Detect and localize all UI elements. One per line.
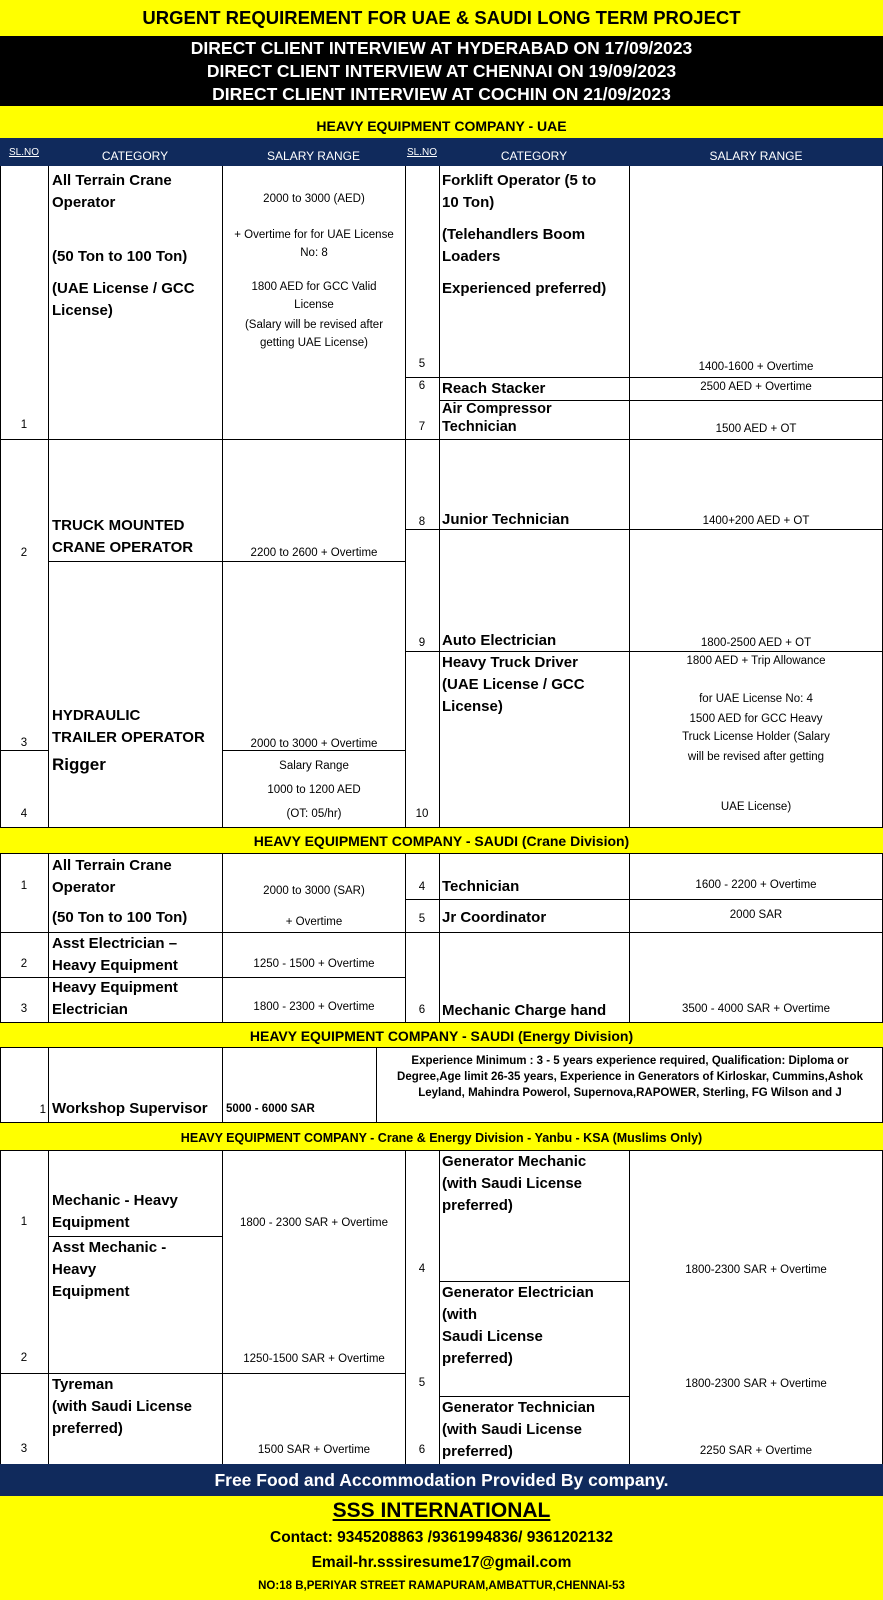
saudi-crane-row3-salary: 1800 - 2300 + Overtime — [253, 1001, 375, 1013]
uae-row6-category: Reach Stacker — [442, 380, 546, 397]
yanbu-row6-salary: 2250 SAR + Overtime — [699, 1445, 813, 1457]
uae-row2-salary: 2200 to 2600 + Overtime — [250, 547, 378, 559]
uae-row3-salary: 2000 to 3000 + Overtime — [250, 738, 378, 750]
uae-row1-category: All Terrain Crane Operator (50 Ton to 100 Ton) (UAE License / GCC License) — [52, 172, 195, 319]
uae-row9-category: Auto Electrician — [442, 632, 557, 649]
section-heading-saudi-energy: HEAVY EQUIPMENT COMPANY - SAUDI (Energy Division) — [0, 1023, 883, 1047]
yanbu-row6-slno: 6 — [418, 1444, 426, 1456]
contact-footer — [0, 1496, 883, 1600]
col-salary-left: SALARY RANGE — [267, 149, 360, 163]
section-heading-yanbu: HEAVY EQUIPMENT COMPANY - Crane & Energy Division - Yanbu - KSA (Muslims Only) — [0, 1123, 883, 1150]
uae-row8-salary: 1400+200 AED + OT — [702, 515, 810, 527]
yanbu-row3-slno: 3 — [20, 1443, 28, 1455]
section-heading-uae: HEAVY EQUIPMENT COMPANY - UAE — [0, 106, 883, 138]
contact-email[interactable]: Email-hr.sssiresume17@gmail.com — [311, 1554, 572, 1571]
uae-row3-category: HYDRAULIC TRAILER OPERATOR — [52, 707, 205, 746]
interview-chennai: DIRECT CLIENT INTERVIEW AT CHENNAI ON 19/09/2023 — [206, 61, 677, 81]
uae-row2-category: TRUCK MOUNTED CRANE OPERATOR — [52, 517, 194, 556]
saudi-crane-row6-salary: 3500 - 4000 SAR + Overtime — [682, 1003, 830, 1015]
saudi-energy-salary: 5000 - 6000 SAR — [226, 1103, 315, 1115]
saudi-crane-row2-salary: 1250 - 1500 + Overtime — [253, 958, 375, 970]
uae-row10-slno: 10 — [415, 808, 429, 820]
yanbu-row5-category: Generator Electrician (with Saudi License preferred) — [442, 1284, 594, 1367]
saudi-crane-row3-category: Heavy Equipment Electrician — [52, 979, 178, 1018]
uae-row7-slno: 7 — [418, 421, 426, 433]
uae-row3-slno: 3 — [20, 737, 28, 749]
yanbu-row2-slno: 2 — [20, 1352, 28, 1364]
saudi-crane-row5-slno: 5 — [418, 913, 426, 925]
uae-row9-salary: 1800-2500 AED + OT — [700, 637, 812, 649]
uae-row7-salary: 1500 AED + OT — [715, 423, 797, 435]
yanbu-row4-category: Generator Mechanic (with Saudi License preferred) — [442, 1153, 587, 1214]
yanbu-row1-slno: 1 — [20, 1216, 28, 1228]
uae-row7-category: Air Compressor Technician — [442, 401, 552, 435]
col-slno-left: SL.NO — [8, 147, 39, 158]
yanbu-row6-category: Generator Technician (with Saudi License preferred) — [442, 1399, 596, 1460]
saudi-crane-row6-slno: 6 — [418, 1004, 426, 1016]
uae-row6-slno: 6 — [418, 380, 426, 392]
yanbu-row4-salary: 1800-2300 SAR + Overtime — [685, 1264, 827, 1276]
poster-title: URGENT REQUIREMENT FOR UAE & SAUDI LONG TERM PROJECT — [0, 0, 883, 36]
col-salary-right: SALARY RANGE — [709, 149, 803, 163]
uae-row6-salary: 2500 AED + Overtime — [700, 381, 812, 393]
saudi-energy-slno: 1 — [39, 1104, 46, 1116]
yanbu-row1-salary: 1800 - 2300 SAR + Overtime — [240, 1217, 388, 1229]
uae-row5-slno: 5 — [418, 358, 426, 370]
interview-banner — [0, 36, 883, 106]
uae-row1-salary: 2000 to 3000 (AED) + Overtime for for UAE License No: 8 1800 AED for GCC Valid License (Salary will be revised after getting UAE License) — [234, 193, 394, 349]
yanbu-row1-category: Mechanic - Heavy Equipment — [52, 1192, 178, 1231]
col-slno-right: SL.NO — [406, 147, 437, 158]
saudi-crane-row2-slno: 2 — [20, 958, 28, 970]
saudi-energy-requirements: Experience Minimum : 3 - 5 years experience required, Qualification: Diploma or Degree,Age limit 26-35 years, Experience in Generators of Kirloskar, Cummins,Ashok Leyland, Mahindra Powerol, Supernova,RAPOWER, Sterling, FG Wilson and J — [397, 1055, 863, 1099]
saudi-crane-row5-salary: 2000 SAR — [729, 909, 783, 921]
col-category-left: CATEGORY — [101, 149, 169, 163]
saudi-crane-row5-category: Jr Coordinator — [442, 909, 547, 926]
uae-row9-slno: 9 — [418, 637, 426, 649]
company-address: NO:18 B,PERIYAR STREET RAMAPURAM,AMBATTUR,CHENNAI-53 — [258, 1580, 625, 1592]
yanbu-row3-category: Tyreman (with Saudi License preferred) — [52, 1376, 193, 1437]
uae-row8-category: Junior Technician — [442, 511, 570, 528]
company-name: SSS INTERNATIONAL — [332, 1499, 551, 1522]
uae-row2-slno: 2 — [20, 547, 28, 559]
yanbu-row2-category: Asst Mechanic - Heavy Equipment — [52, 1239, 167, 1300]
saudi-crane-row1-slno: 1 — [20, 880, 28, 892]
saudi-crane-row3-slno: 3 — [20, 1003, 28, 1015]
uae-row4-salary: Salary Range 1000 to 1200 AED (OT: 05/hr) — [267, 760, 361, 820]
uae-row4-slno: 4 — [20, 808, 28, 820]
col-category-right: CATEGORY — [500, 149, 568, 163]
uae-row10-category: Heavy Truck Driver (UAE License / GCC License) — [442, 654, 585, 715]
uae-row10-salary: 1800 AED + Trip Allowance for UAE License No: 4 1500 AED for GCC Heavy Truck License Holder (Salary will be revised after getting UAE License) — [682, 655, 830, 813]
uae-row5-salary: 1400-1600 + Overtime — [698, 361, 814, 373]
saudi-crane-row4-category: Technician — [442, 878, 520, 895]
yanbu-row4-slno: 4 — [418, 1263, 426, 1275]
saudi-crane-row1-category: All Terrain Crane Operator (50 Ton to 100 Ton) — [52, 857, 188, 926]
yanbu-row5-salary: 1800-2300 SAR + Overtime — [685, 1378, 827, 1390]
interview-cochin: DIRECT CLIENT INTERVIEW AT COCHIN ON 21/09/2023 — [212, 84, 671, 104]
saudi-crane-row2-category: Asst Electrician – Heavy Equipment — [52, 935, 178, 974]
uae-row1-slno: 1 — [20, 419, 28, 431]
interview-hyderabad: DIRECT CLIENT INTERVIEW AT HYDERABAD ON 17/09/2023 — [190, 38, 693, 58]
saudi-crane-row6-category: Mechanic Charge hand — [442, 1002, 607, 1019]
saudi-energy-category: Workshop Supervisor — [52, 1100, 208, 1117]
uae-row5-category: Forklift Operator (5 to 10 Ton) (Telehandlers Boom Loaders Experienced preferred) — [442, 172, 607, 297]
yanbu-row5-slno: 5 — [418, 1377, 426, 1389]
saudi-crane-row4-salary: 1600 - 2200 + Overtime — [695, 879, 817, 891]
saudi-crane-row1-salary: 2000 to 3000 (SAR) + Overtime — [263, 885, 365, 928]
contact-phones: Contact: 9345208863 /9361994836/ 9361202132 — [270, 1529, 613, 1546]
yanbu-row2-salary: 1250-1500 SAR + Overtime — [243, 1353, 385, 1365]
saudi-crane-row4-slno: 4 — [418, 881, 426, 893]
benefit-banner: Free Food and Accommodation Provided By company. — [0, 1464, 883, 1496]
section-heading-saudi-crane: HEAVY EQUIPMENT COMPANY - SAUDI (Crane Division) — [0, 828, 883, 853]
uae-row4-category: Rigger — [52, 755, 106, 774]
yanbu-row3-salary: 1500 SAR + Overtime — [257, 1444, 371, 1456]
uae-row8-slno: 8 — [418, 516, 426, 528]
